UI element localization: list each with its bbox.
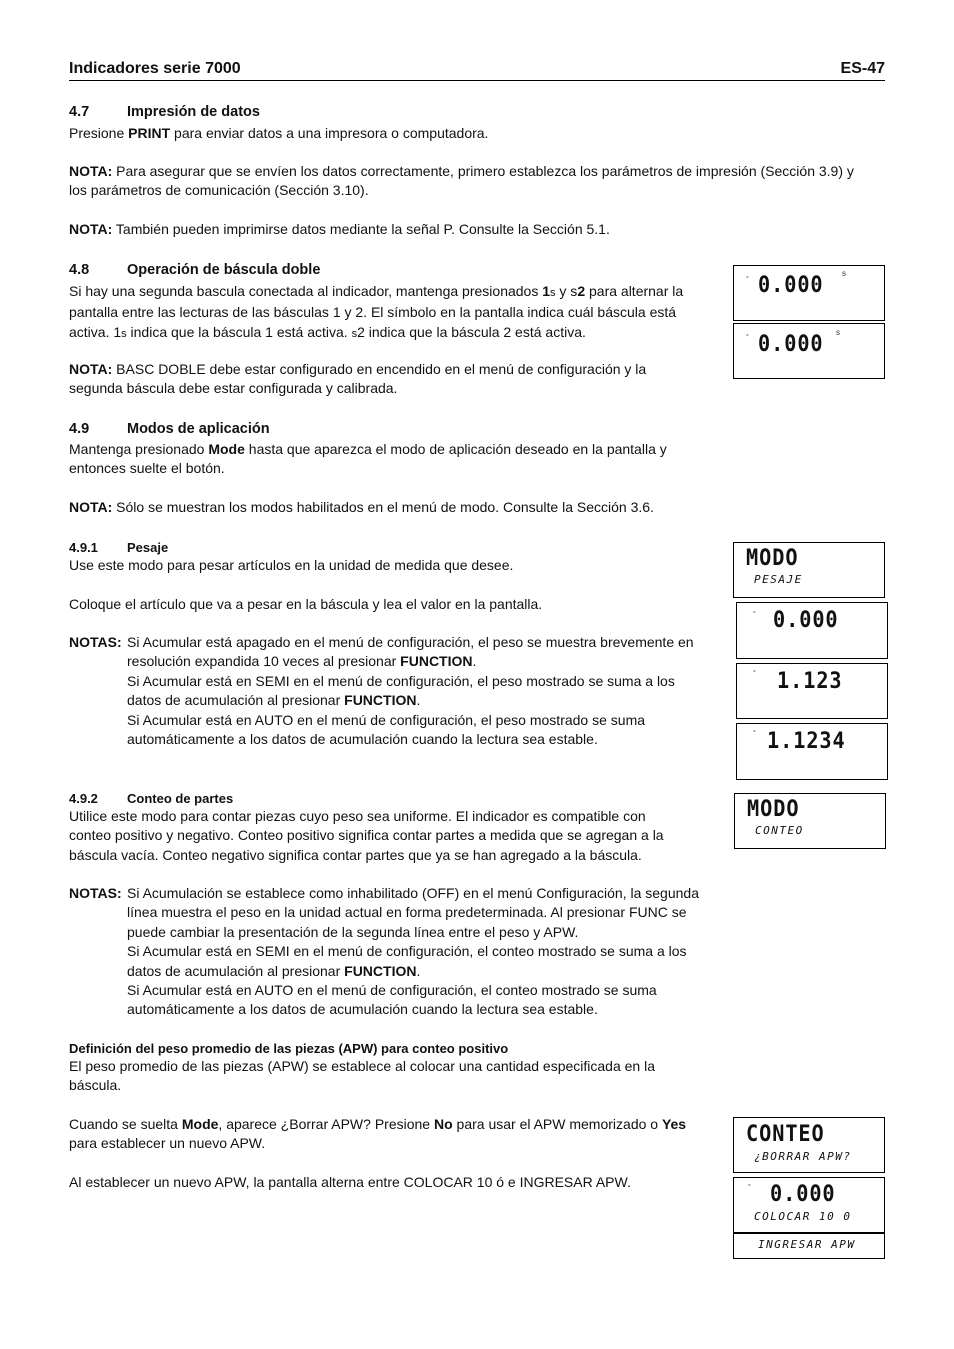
- lcd-subline: INGRESAR APW: [758, 1238, 856, 1251]
- note: NOTA: Sólo se muestran los modos habilitados en el menú de modo. Consulte la Sección 3.6.: [69, 499, 654, 515]
- lcd-subline: COLOCAR 10 0: [754, 1210, 852, 1223]
- paragraph: El peso promedio de las piezas (APW) se establece al colocar una cantidad especificada en la báscula.: [69, 1058, 655, 1094]
- note-item: Si Acumular está en SEMI en el menú de configuración, el peso mostrado se suma a los datos de acumulación al presionar FUNCTION.: [127, 672, 675, 709]
- note-item: Si Acumular está apagado en el menú de configuración, el peso se muestra brevemente en resolución expandida 10 veces al presionar FUNCTION.: [127, 634, 694, 670]
- section-heading-4-8: 4.8 Operación de báscula doble: [69, 262, 321, 278]
- lcd-subline: ¿BORRAR APW?: [754, 1150, 852, 1163]
- note-item: Si Acumular está en AUTO en el menú de configuración, el peso mostrado se suma automáticamente a los datos de acumulación cuando la lectura sea estable.: [127, 711, 646, 748]
- lcd-display-clear-apw: [733, 1117, 885, 1173]
- paragraph: Presione PRINT para enviar datos a una impresora o computadora.: [69, 125, 489, 141]
- paragraph: Mantenga presionado Mode hasta que aparezca el modo de aplicación deseado en la pantalla y entonces suelte el botón.: [69, 441, 667, 477]
- subsection-heading-4-9-2: 4.9.2 Conteo de partes: [69, 791, 234, 806]
- paragraph: Utilice este modo para contar piezas cuyo peso sea uniforme. El indicador es compatible con conteo positivo y negativo. Conteo positivo significa contar partes a medida que se agregan a la báscula vacía. Conteo negativo significa contar partes que ya se han agregado a la báscula.: [69, 808, 664, 863]
- paragraph: Al establecer un nuevo APW, la pantalla alterna entre COLOCAR 10 ó e INGRESAR APW.: [69, 1174, 631, 1190]
- lcd-display-mode-conteo: [734, 793, 886, 849]
- lcd-display-weight: ° 1.1234: [736, 723, 888, 780]
- scale-symbol: s: [836, 328, 840, 337]
- paragraph: Coloque el artículo que va a pesar en la báscula y lea el valor en la pantalla.: [69, 596, 543, 612]
- lcd-display-scale1: ° 0.000 s: [733, 265, 885, 321]
- lcd-reading: 0.000: [773, 608, 839, 633]
- scale-symbol: s: [842, 269, 846, 278]
- lcd-display-mode-pesaje: [733, 542, 885, 598]
- note: NOTA: Para asegurar que se envíen los datos correctamente, primero establezca los parámetros de impresión (Sección 3.9) y los parámetros de comunicación (Sección 3.10).: [69, 163, 854, 199]
- apw-heading: Definición del peso promedio de las piezas (APW) para conteo positivo: [69, 1041, 509, 1056]
- page-header: [69, 60, 885, 81]
- section-heading-4-9: 4.9 Modos de aplicación: [69, 421, 270, 437]
- note-item: Si Acumular está en AUTO en el menú de configuración, el conteo mostrado se suma automáticamente a los datos de acumulación cuando la lectura sea estable.: [127, 982, 657, 1018]
- lcd-display-scale2: ° 0.000 s: [733, 323, 885, 379]
- section-number: 4.7: [69, 104, 90, 120]
- note-item: Si Acumular está en SEMI en el menú de configuración, el conteo mostrado se suma a los datos de acumulación al presionar FUNCTION.: [127, 943, 687, 979]
- paragraph: Use este modo para pesar artículos en la unidad de medida que desee.: [69, 557, 514, 573]
- notes-block: NOTAS: Si Acumulación se establece como inhabilitado (OFF) en el menú Configuración, la segunda línea muestra el peso en la unidad actual en forma predeterminada. Al presionar FUNC se puede cambiar la presentación de la segunda línea entre el peso y APW. Si Acumular está en SEMI en el menú de configuración, el conteo mostrado se suma a los datos de acumulación al presionar FUNCTION. Si Acumular está en AUTO en el menú de configuración, el conteo mostrado se suma automáticamente a los datos de acumulación cuando la lectura sea estable.: [69, 884, 709, 1024]
- lcd-reading: 0.000: [758, 273, 824, 298]
- lcd-reading: MODO: [746, 546, 799, 571]
- note: NOTA: También pueden imprimirse datos mediante la señal P. Consulte la Sección 5.1.: [69, 221, 610, 237]
- lcd-reading: CONTEO: [746, 1122, 825, 1147]
- lcd-subline: CONTEO: [755, 824, 804, 837]
- page-number: ES-47: [840, 60, 885, 77]
- subsection-heading-4-9-1: 4.9.1 Pesaje: [69, 540, 169, 555]
- lcd-display-weight: ° 0.000: [736, 602, 888, 659]
- section-heading-4-7: [69, 103, 260, 122]
- section-title: Impresión de datos: [127, 104, 260, 120]
- lcd-display-place-10: ° 0.000 COLOCAR 10 0: [733, 1177, 885, 1233]
- lcd-subline: PESAJE: [754, 573, 803, 586]
- paragraph: Si hay una segunda bascula conectada al indicador, mantenga presionados 1s y s2 para alternar la pantalla entre las lecturas de las básculas 1 y 2. El símbolo en la pantalla indica cuál báscula está activa. 1s indica que la báscula 1 está activa. s2 indica que la báscula 2 está activa.: [69, 283, 684, 340]
- note: NOTA: BASC DOBLE debe estar configurado en encendido en el menú de configuración y la segunda báscula debe estar configurada y calibrada.: [69, 361, 647, 397]
- lcd-reading: 0.000: [758, 332, 824, 357]
- header-title: Indicadores serie 7000: [69, 60, 241, 77]
- note-item: Si Acumulación se establece como inhabilitado (OFF) en el menú Configuración, la segunda línea muestra el peso en la unidad actual en forma predeterminada. Al presionar FUNC se puede cambiar la presentación de la segunda línea entre el peso y APW.: [127, 885, 699, 940]
- lcd-display-weight: ° 1.123: [736, 663, 888, 719]
- notes-block: NOTAS: Si Acumular está apagado en el menú de configuración, el peso se muestra brevemente en resolución expandida 10 veces al presionar FUNCTION. Si Acumular está en SEMI en el menú de configuración, el peso mostrado se suma a los datos de acumulación al presionar FUNCTION. Si Acumular está en AUTO en el menú de configuración, el peso mostrado se suma automáticamente a los datos de acumulación cuando la lectura sea estable.: [69, 633, 709, 753]
- paragraph: Cuando se suelta Mode, aparece ¿Borrar APW? Presione No para usar el APW memorizado o Yes para establecer un nuevo APW.: [69, 1116, 687, 1152]
- lcd-reading: 0.000: [770, 1182, 836, 1207]
- lcd-reading: 1.123: [777, 669, 843, 694]
- lcd-display-enter-apw: [733, 1233, 885, 1259]
- lcd-reading: MODO: [747, 797, 800, 822]
- lcd-reading: 1.1234: [767, 729, 846, 754]
